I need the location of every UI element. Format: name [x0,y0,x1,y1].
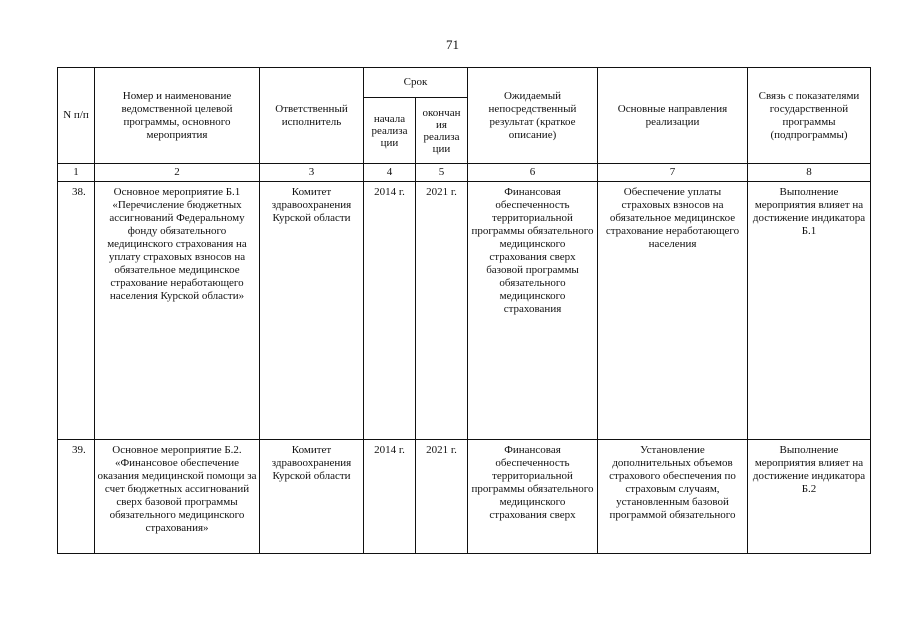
header-end: окончан ия реализа ции [416,98,468,164]
row-link: Выполнение мероприятия влияет на достижение индикатора Б.1 [748,182,871,440]
header-result: Ожидаемый непосредственный результат (краткое описание) [468,68,598,164]
row-result: Финансовая обеспеченность территориальной программы обязательного медицинского страхования сверх базовой программы обязательного медицинского страхования [468,182,598,440]
row-result: Финансовая обеспеченность территориальной программы обязательного медицинского страхования сверх [468,440,598,554]
header-term: Срок [364,68,468,98]
column-number: 3 [260,164,364,182]
page-number: 71 [446,37,459,52]
row-executor: Комитет здравоохранения Курской области [260,440,364,554]
column-number: 6 [468,164,598,182]
row-number: 38. [58,182,95,440]
row-end: 2021 г. [416,440,468,554]
column-number: 5 [416,164,468,182]
row-directions: Установление дополнительных объемов страхового обеспечения по страховым случаям, установленным базовой программой обязательного [598,440,748,554]
header-executor: Ответственный исполнитель [260,68,364,164]
row-end: 2021 г. [416,182,468,440]
row-link: Выполнение мероприятия влияет на достижение индикатора Б.2 [748,440,871,554]
table-row [58,440,871,554]
row-start: 2014 г. [364,182,416,440]
header-link: Связь с показателями государственной программы (подпрограммы) [748,68,871,164]
row-name: Основное мероприятие Б.2. «Финансовое обеспечение оказания медицинской помощи за счет бюджетных ассигнований сверх базовой программы обязательного медицинского страхования» [95,440,260,554]
program-table [57,67,871,554]
header-directions: Основные направления реализации [598,68,748,164]
column-number: 4 [364,164,416,182]
header-start: начала реализа ции [364,98,416,164]
column-number: 7 [598,164,748,182]
row-name: Основное мероприятие Б.1 «Перечисление бюджетных ассигнований Федеральному фонду обязательного медицинского страхования на уплату страховых взносов на обязательное медицинское страхование неработающего населения Курской области» [95,182,260,440]
header-name: Номер и наименование ведомственной целевой программы, основного мероприятия [95,68,260,164]
row-number: 39. [58,440,95,554]
row-directions: Обеспечение уплаты страховых взносов на обязательное медицинское страхование неработающего населения [598,182,748,440]
column-number: 2 [95,164,260,182]
column-number: 1 [58,164,95,182]
row-start: 2014 г. [364,440,416,554]
table-row [58,182,871,440]
row-executor: Комитет здравоохранения Курской области [260,182,364,440]
header-num: N п/п [58,68,95,164]
column-number: 8 [748,164,871,182]
